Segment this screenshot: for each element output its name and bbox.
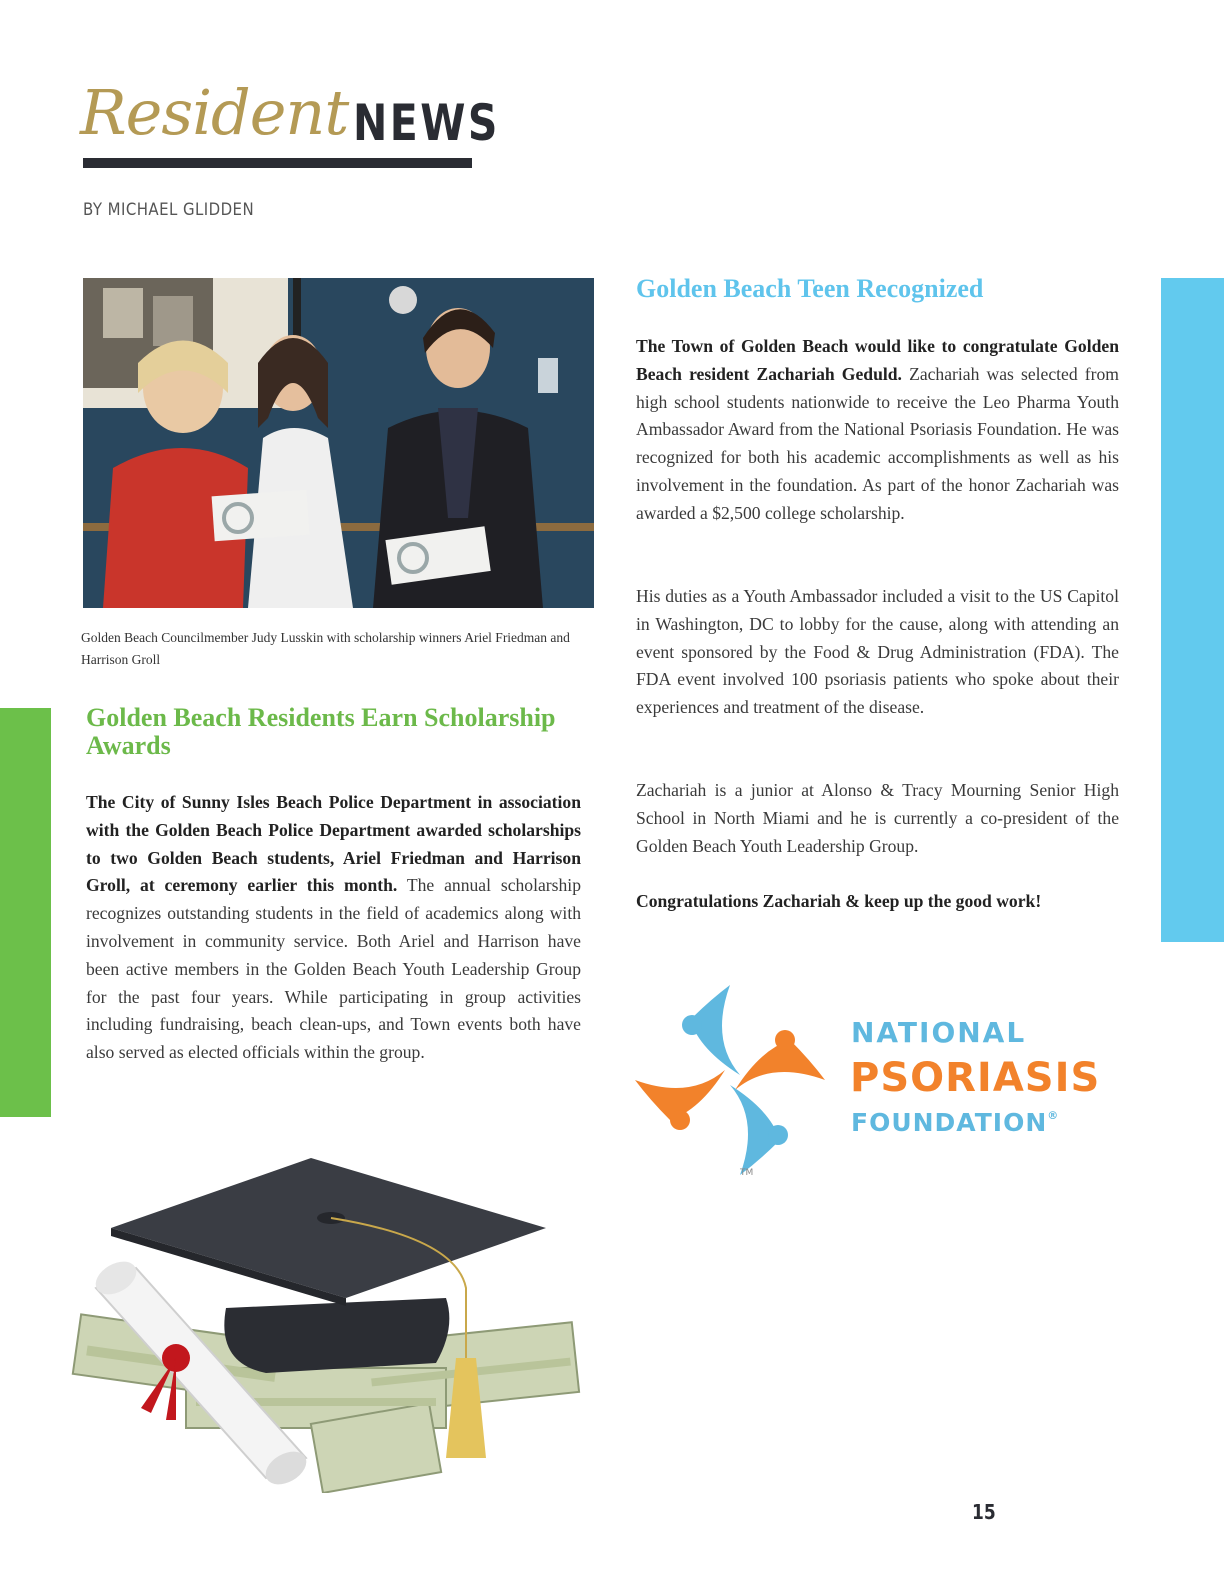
teen-lead: The Town of Golden Beach would like to congratulate Golden Beach resident Zachariah Geduld. — [636, 336, 1119, 384]
teen-paragraph-1 — [636, 333, 1119, 528]
masthead-underline — [83, 158, 472, 168]
page-number: 15 — [972, 1500, 996, 1524]
scholarship-body — [86, 789, 581, 1067]
scholarship-text: The annual scholarship recognizes outstanding students in the field of academics along with involvement in community service. Both Ariel and Harrison have been active members in the Golden Beach Youth Leadership Group for the past four years. While participating in group activities including fundraising, beach clean-ups, and Town events both have also served as elected officials within the group. — [86, 875, 581, 1063]
npf-national-text: NATIONAL — [851, 1016, 1027, 1049]
masthead-bold-word: NEWS — [353, 94, 500, 152]
npf-registered-mark: ® — [1047, 1109, 1060, 1122]
teen-paragraph-4 — [636, 888, 1119, 916]
scholarship-lead: The City of Sunny Isles Beach Police Department in association with the Golden Beach Police Department awarded scholarships to two Golden Beach students, Ariel Friedman and Harrison Groll, at ceremony earlier this month. — [86, 792, 581, 896]
blue-accent-bar — [1161, 278, 1224, 942]
teen-closing: Congratulations Zachariah & keep up the good work! — [636, 891, 1042, 911]
graduation-cap-icon — [66, 1158, 586, 1493]
npf-foundation-text — [851, 1110, 1059, 1135]
teen-heading: Golden Beach Teen Recognized — [636, 274, 984, 303]
npf-trademark: TM — [740, 1168, 754, 1178]
teen-paragraph-2: His duties as a Youth Ambassador included a visit to the US Capitol in Washington, DC to lobby for the cause, along with attending an event sponsored by the Food & Drug Administration (FDA). The FDA event involved 100 psoriasis patients who spoke about their experiences and treatment of the disease. — [636, 586, 1119, 718]
scholarship-photo-illustration — [83, 278, 594, 608]
masthead-script-word: Resident — [80, 76, 349, 149]
photo-caption: Golden Beach Councilmember Judy Lusskin with scholarship winners Ariel Friedman and Harrison Groll — [81, 630, 570, 667]
npf-pinwheel-icon — [630, 980, 840, 1180]
npf-foundation-word: FOUNDATION — [851, 1108, 1048, 1137]
graduation-cap-money-image — [66, 1158, 586, 1493]
green-accent-bar — [0, 708, 51, 1117]
byline: BY MICHAEL GLIDDEN — [83, 200, 255, 220]
teen-paragraph-3: Zachariah is a junior at Alonso & Tracy Mourning Senior High School in North Miami and he is currently a co-president of the Golden Beach Youth Leadership Group. — [636, 780, 1119, 856]
scholarship-heading: Golden Beach Residents Earn Scholarship Awards — [86, 703, 556, 760]
scholarship-photo — [83, 278, 594, 608]
teen-p1-text: Zachariah was selected from high school students nationwide to receive the Leo Pharma Youth Ambassador Award from the National Psoriasis Foundation. He was recognized for both his academic accomplishments as well as his involvement in the foundation. As part of the honor Zachariah was awarded a $2,500 college scholarship. — [636, 363, 1119, 523]
npf-psoriasis-text: PSORIASIS — [850, 1055, 1101, 1101]
